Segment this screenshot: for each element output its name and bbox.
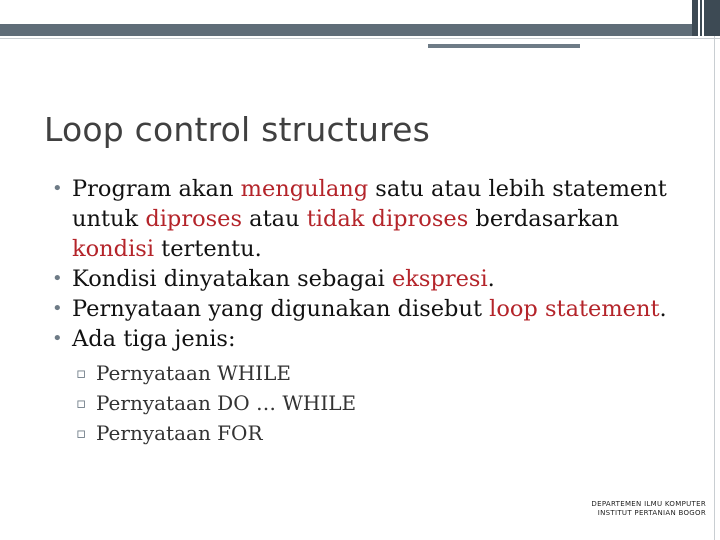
- bullet-text-segment: Program akan: [72, 176, 241, 202]
- slide-title: Loop control structures: [44, 110, 431, 149]
- highlighted-term: mengulang: [240, 176, 369, 202]
- bullet-text: [72, 296, 667, 322]
- header-accent-bar: [428, 44, 580, 48]
- bullet-text-segment: berdasarkan: [468, 206, 619, 232]
- highlighted-term: kondisi: [72, 236, 155, 262]
- bullet-text-segment: .: [659, 296, 667, 322]
- highlighted-term: diproses: [145, 206, 243, 232]
- bullet-text: [72, 176, 667, 262]
- sub-bullet-text: Pernyataan FOR: [96, 421, 263, 445]
- sub-bullet-marker: ▫: [76, 424, 87, 442]
- sub-bullet-item: [76, 418, 692, 448]
- sub-bullet-text: Pernyataan WHILE: [96, 361, 291, 385]
- bullet-text-segment: .: [487, 266, 495, 292]
- bullet-text-segment: Kondisi dinyatakan sebagai: [72, 266, 392, 292]
- sub-bullet-marker: ▫: [76, 394, 87, 412]
- corner-stripe: [702, 0, 704, 36]
- bullet-item: [52, 324, 692, 354]
- sub-bullet-item: [76, 358, 692, 388]
- header-divider: [0, 38, 720, 39]
- bullet-text-segment: Ada tiga jenis:: [72, 326, 236, 352]
- bullet-dot: •: [52, 328, 63, 349]
- sub-bullet-list: [52, 358, 692, 448]
- bullet-dot: •: [52, 178, 63, 199]
- highlighted-term: tidak diproses: [306, 206, 469, 232]
- bullet-dot: •: [52, 298, 63, 319]
- header-band: [0, 24, 720, 36]
- highlighted-term: ekspresi: [391, 266, 488, 292]
- bullet-text-segment: satu atau lebih statement untuk: [72, 176, 667, 232]
- sub-bullet-text: Pernyataan DO … WHILE: [96, 391, 357, 415]
- header-band-gap: [0, 20, 40, 24]
- header-corner-block: [692, 0, 720, 36]
- bullet-text-segment: Pernyataan yang digunakan disebut: [72, 296, 490, 322]
- right-edge-line: [714, 36, 715, 540]
- bullet-text-segment: tertentu.: [154, 236, 262, 262]
- corner-stripe: [698, 0, 700, 36]
- bullet-item: [52, 264, 692, 294]
- bullet-text: [72, 326, 236, 352]
- bullet-text-segment: atau: [242, 206, 307, 232]
- bullet-item: [52, 174, 692, 264]
- footer-line-institute: INSTITUT PERTANIAN BOGOR: [597, 509, 706, 517]
- slide-body: [52, 174, 692, 448]
- bullet-item: [52, 294, 692, 324]
- sub-bullet-item: [76, 388, 692, 418]
- bullet-dot: •: [52, 268, 63, 289]
- highlighted-term: loop statement: [489, 296, 660, 322]
- sub-bullet-marker: ▫: [76, 364, 87, 382]
- footer-line-department: DEPARTEMEN ILMU KOMPUTER: [591, 500, 706, 508]
- bullet-text: [72, 266, 495, 292]
- slide-footer: [591, 500, 706, 518]
